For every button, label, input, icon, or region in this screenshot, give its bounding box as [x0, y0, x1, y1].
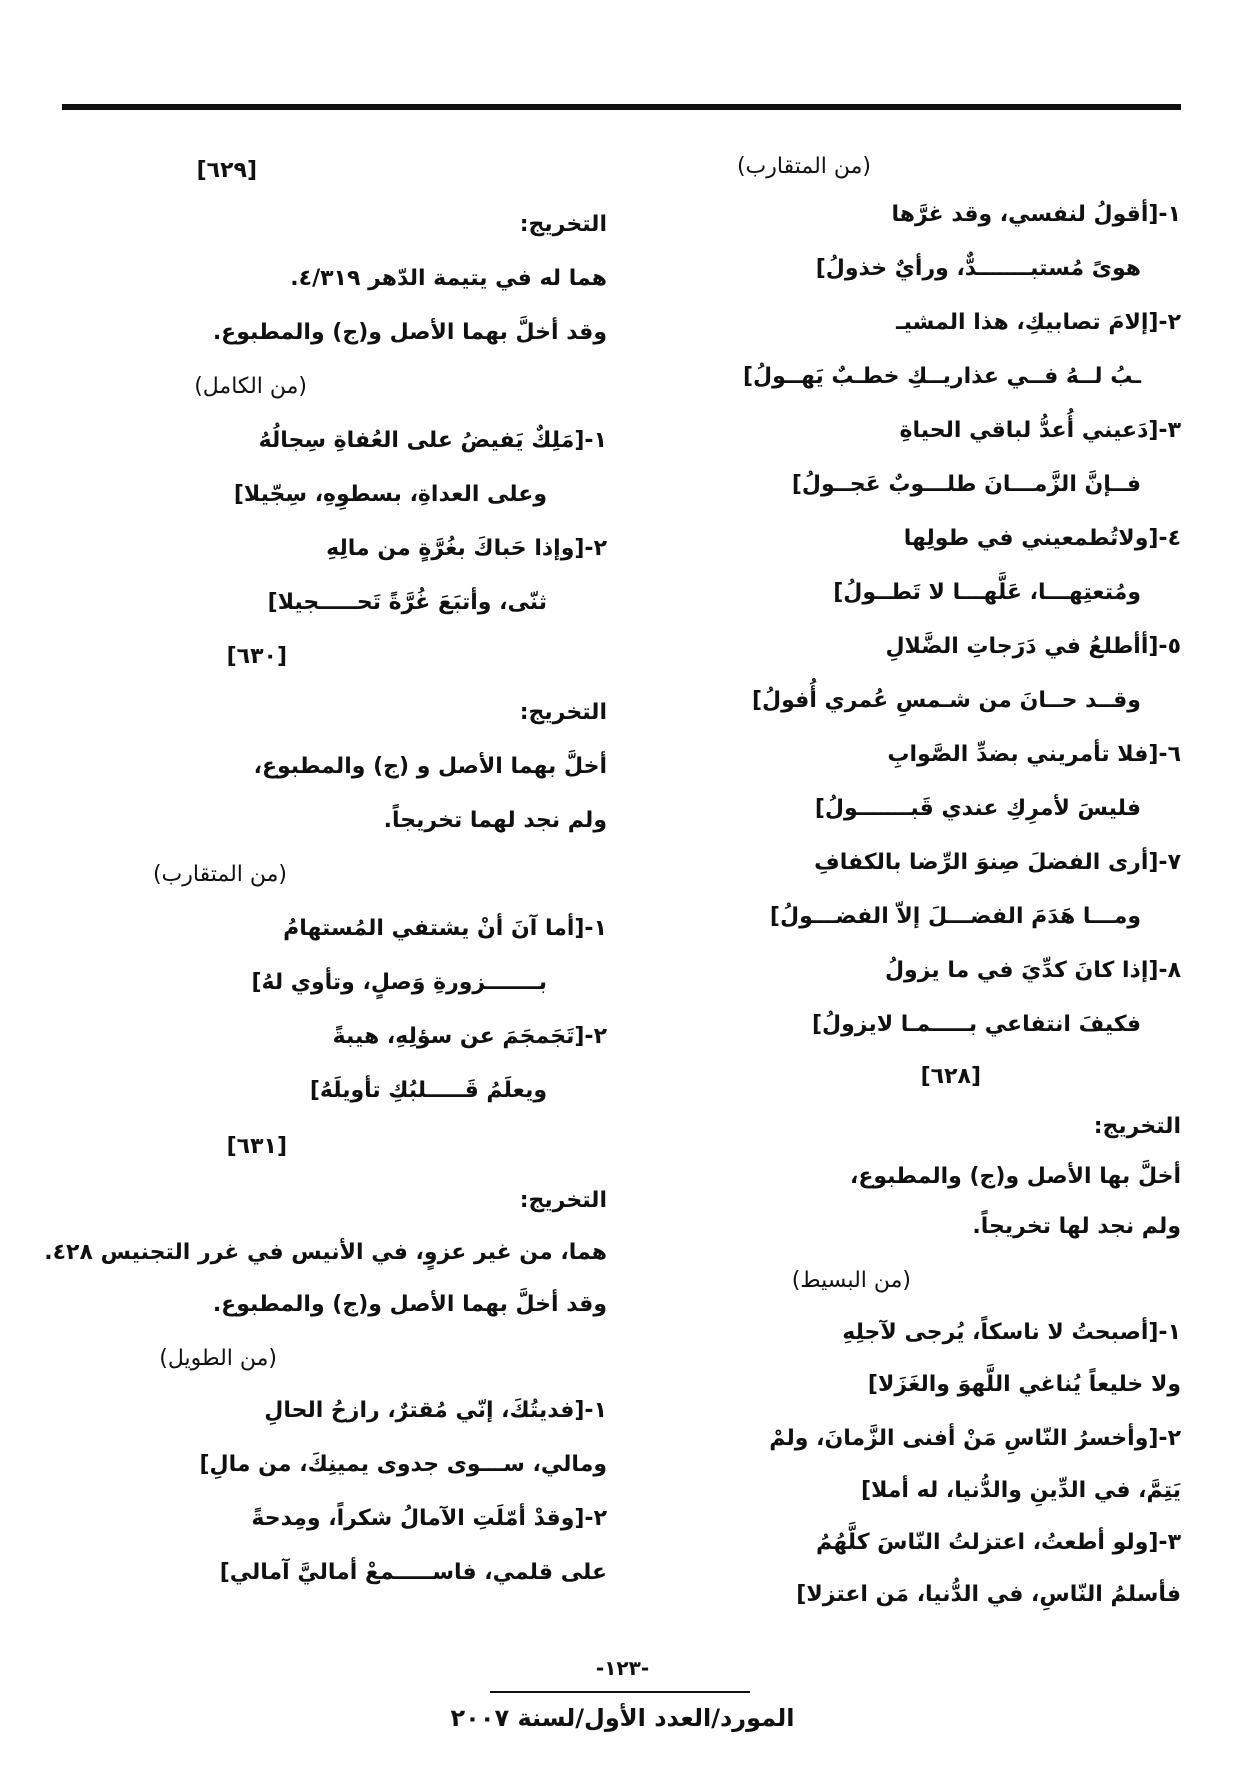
- section-heading: التخريج:: [519, 1188, 607, 1213]
- verse-hemistich: ٢-[إلامَ تصابيكِ، هذا المشيـ: [896, 310, 1181, 335]
- source-note: هما له في يتيمة الدّهر ٤/٣١٩.: [290, 266, 607, 291]
- section-heading: التخريج:: [1093, 1114, 1181, 1139]
- source-note: ولم نجد لهما تخريجاً.: [383, 808, 607, 833]
- verse-hemistich: ١-[فديتُكَ، إنّي مُقترٌ، رازحُ الحالِ: [264, 1398, 607, 1423]
- verse-hemistich: ويعلَمُ قَـــــلبُكِ تأويلَهُ]: [309, 1078, 547, 1103]
- verse-hemistich: ١-[أما آنَ أنْ يشتفي المُستهامُ: [283, 916, 607, 941]
- source-note: وقد أخلَّ بهما الأصل و(ج) والمطبوع.: [212, 1292, 607, 1317]
- verse-hemistich: فأسلمُ النّاسِ، في الدُّنيا، مَن اعتزلا]: [796, 1582, 1181, 1607]
- verse-hemistich: ٢-[تَجَمجَمَ عن سؤلِهِ، هيبةً: [332, 1024, 607, 1049]
- meter-label: (من المتقارب): [736, 154, 871, 179]
- verse-hemistich: ١-[أقولُ لنفسي، وقد غرَّها: [891, 202, 1181, 227]
- verse-hemistich: هوىً مُستبـــــــدٌّ، ورأيٌ خذولُ]: [815, 256, 1141, 281]
- verse-hemistich: ومـــا هَدَمَ الفضـــلَ إلاّ الفضـــولُ]: [769, 904, 1141, 929]
- verse-hemistich: ٢-[وأخسرُ النّاسِ مَنْ أفنى الزَّمانَ، ولمْ: [769, 1426, 1181, 1451]
- meter-label: (من البسيط): [791, 1268, 911, 1293]
- verse-hemistich: وقــد حــانَ من شـمسِ عُمري أُفولُ]: [752, 688, 1141, 713]
- meter-label: (من الطويل): [159, 1346, 277, 1371]
- page-number: -١٢٣-: [595, 1656, 650, 1680]
- entry-number: [٦٣١]: [226, 1134, 287, 1159]
- verse-hemistich: ٤-[ولاتُطمعيني في طولِها: [903, 526, 1181, 551]
- verse-hemistich: وعلى العداةِ، بسطوِهِ، سِجّيلا]: [233, 482, 547, 507]
- source-note: أخلَّ بها الأصل و(ج) والمطبوع،: [850, 1164, 1181, 1189]
- verse-hemistich: فليسَ لأمرِكِ عندي قَبـــــــولُ]: [814, 796, 1141, 821]
- source-note: أخلَّ بهما الأصل و (ج) والمطبوع،: [253, 754, 607, 779]
- source-note: ولم نجد لها تخريجاً.: [972, 1214, 1181, 1239]
- footer-rule: [490, 1691, 750, 1693]
- verse-hemistich: ٢-[وقدْ أمّلَتِ الآمالُ شكراً، ومِدحةً: [251, 1506, 607, 1531]
- source-note: وقد أخلَّ بهما الأصل و(ج) والمطبوع.: [212, 320, 607, 345]
- verse-hemistich: بـــــــزورةِ وَصلٍ، وتأوي لهُ]: [251, 970, 547, 995]
- verse-hemistich: ٢-[وإذا حَباكَ بغُرَّةٍ من مالِهِ: [326, 536, 607, 561]
- verse-hemistich: ٦-[فلا تأمريني بضدِّ الصَّوابِ: [887, 742, 1181, 767]
- entry-number: [٦٢٨]: [920, 1064, 981, 1089]
- meter-label: (من الكامل): [194, 374, 307, 399]
- verse-hemistich: ٧-[أرى الفضلَ صِنوَ الرِّضا بالكفافِ: [814, 850, 1181, 875]
- section-heading: التخريج:: [519, 700, 607, 725]
- verse-hemistich: فكيفَ انتفاعي بـــــمـا لايزولُ]: [811, 1012, 1141, 1037]
- section-heading: التخريج:: [519, 212, 607, 237]
- verse-hemistich: على قلمي، فاســـــمعْ أماليَّ آمالي]: [219, 1560, 607, 1585]
- verse-hemistich: ٣-[دَعيني أُعدُّ لباقي الحياةِ: [899, 418, 1181, 443]
- meter-label: (من المتقارب): [152, 862, 287, 887]
- entry-number: [٦٣٠]: [226, 644, 287, 669]
- verse-hemistich: ومالي، ســـوى جدوى يمينِكَ، من مالِ]: [199, 1452, 607, 1477]
- verse-hemistich: ـبُ لــهُ فــي عذاريــكِ خطـبٌ يَهــولُ]: [742, 364, 1141, 389]
- verse-hemistich: فــإنَّ الزَّمـــانَ طلـــوبٌ عَجــولُ]: [791, 472, 1141, 497]
- verse-hemistich: ١-[مَلِكٌ يَفيضُ على العُفاةِ سِجالُهُ: [258, 428, 607, 453]
- source-note: هما، من غير عزوٍ، في الأنيس في غرر التجنيس ٤٢٨.: [44, 1240, 607, 1265]
- verse-hemistich: ٥-[أأطلعُ في دَرَجاتِ الضَّلالِ: [885, 634, 1181, 659]
- verse-hemistich: ٨-[إذا كانَ كدِّيَ في ما يزولُ: [884, 958, 1181, 983]
- verse-hemistich: ٣-[ولو أطعتُ، اعتزلتُ النّاسَ كلَّهُمُ: [815, 1530, 1181, 1555]
- verse-hemistich: ومُتعتِهـــا، عَلَّهـــا لا تَطــولُ]: [833, 580, 1141, 605]
- verse-hemistich: ولا خليعاً يُناغي اللَّهوَ والغَزَلا]: [867, 1372, 1181, 1397]
- entry-number: [٦٢٩]: [196, 158, 257, 183]
- journal-footer: المورد/العدد الأول/لسنة ٢٠٠٧: [450, 1704, 795, 1732]
- header-rule: [62, 104, 1181, 110]
- verse-hemistich: ١-[أصبحتُ لا ناسكاً، يُرجى لآجلِهِ: [842, 1320, 1181, 1345]
- verse-hemistich: يَتِمَّ، في الدِّينِ والدُّنيا، له أملا]: [861, 1478, 1181, 1503]
- verse-hemistich: ثنّى، وأتبَعَ غُرَّةً تَحـــــجيلا]: [267, 590, 547, 615]
